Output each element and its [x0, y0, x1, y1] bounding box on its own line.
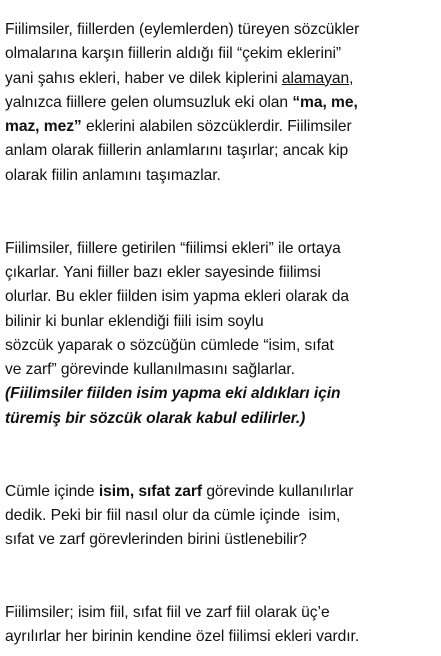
text-line — [5, 407, 438, 431]
text-run: bilinir ki bunlar eklendiği fiili isim soylu — [5, 312, 264, 330]
text-line — [5, 601, 438, 625]
text-run: ve zarf” görevinde kullanılmasını sağlarlar. — [5, 361, 295, 379]
text-line — [5, 382, 438, 406]
document-body — [5, 18, 438, 650]
text-line — [5, 42, 438, 66]
text-run: dedik. Peki bir fiil nasıl olur da cümle içinde isim, — [5, 506, 341, 524]
text-run: ayrılırlar her birinin kendine özel fiilimsi ekleri vardır. — [5, 628, 360, 646]
text-run: Fiilimsiler; isim fiil, sıfat fiil ve zarf fiil olarak üç’e — [5, 604, 330, 622]
text-run: Fiilimsiler, fiillere getirilen “fiilimsi ekleri” ile ortaya — [5, 239, 341, 257]
text-line — [5, 310, 438, 334]
text-run: anlam olarak fiillerin anlamlarını taşırlar; ancak kip — [5, 142, 349, 160]
text-run: sıfat ve zarf görevlerinden birini üstlenebilir? — [5, 531, 307, 549]
text-run: olurlar. Bu ekler fiilden isim yapma ekleri olarak da — [5, 288, 350, 306]
text-line — [5, 91, 438, 115]
text-run: eklerini alabilen sözcüklerdir. Fiilimsiler — [81, 118, 352, 136]
text-line — [5, 18, 438, 42]
text-line — [5, 67, 438, 91]
text-run: görevinde kullanılırlar — [202, 482, 354, 500]
text-run: , — [349, 69, 354, 87]
text-run: olarak fiilin anlamını taşımazlar. — [5, 166, 221, 184]
text-line — [5, 504, 438, 528]
bold-italic-note: türemiş bir sözcük olarak kabul edilirler.) — [5, 409, 306, 427]
bold-text: isim, sıfat zarf — [98, 482, 203, 500]
text-line — [5, 139, 438, 163]
bold-italic-note: (Fiilimsiler fiilden isim yapma eki aldıkları için — [5, 385, 341, 403]
text-line — [5, 261, 438, 285]
text-run: yalnızca fiillere gelen olumsuzluk eki olan — [5, 93, 293, 111]
bold-text: maz, mez” — [5, 118, 82, 136]
text-line — [5, 625, 438, 649]
paragraph-definition — [5, 18, 438, 188]
text-run: çıkarlar. Yani fiiller bazı ekler sayesinde fiilimsi — [5, 263, 321, 281]
text-run: Cümle içinde — [5, 482, 99, 500]
text-line — [5, 480, 438, 504]
text-line — [5, 334, 438, 358]
text-run: olmalarına karşın fiillerin aldığı fiil “çekim eklerini” — [5, 45, 342, 63]
paragraph-formation — [5, 237, 438, 431]
text-line — [5, 285, 438, 309]
text-line — [5, 237, 438, 261]
text-run: yani şahıs ekleri, haber ve dilek kiplerini — [5, 69, 282, 87]
bold-text: “ma, me, — [292, 93, 358, 111]
underlined-text: alamayan — [281, 69, 350, 87]
text-run: sözcük yaparak o sözcüğün cümlede “isim, sıfat — [5, 336, 334, 354]
text-run: Fiilimsiler, fiillerden (eylemlerden) türeyen sözcükler — [5, 21, 360, 38]
text-line — [5, 115, 438, 139]
paragraph-usage — [5, 480, 438, 553]
text-line — [5, 358, 438, 382]
text-line — [5, 528, 438, 552]
paragraph-types — [5, 601, 438, 650]
text-line — [5, 164, 438, 188]
